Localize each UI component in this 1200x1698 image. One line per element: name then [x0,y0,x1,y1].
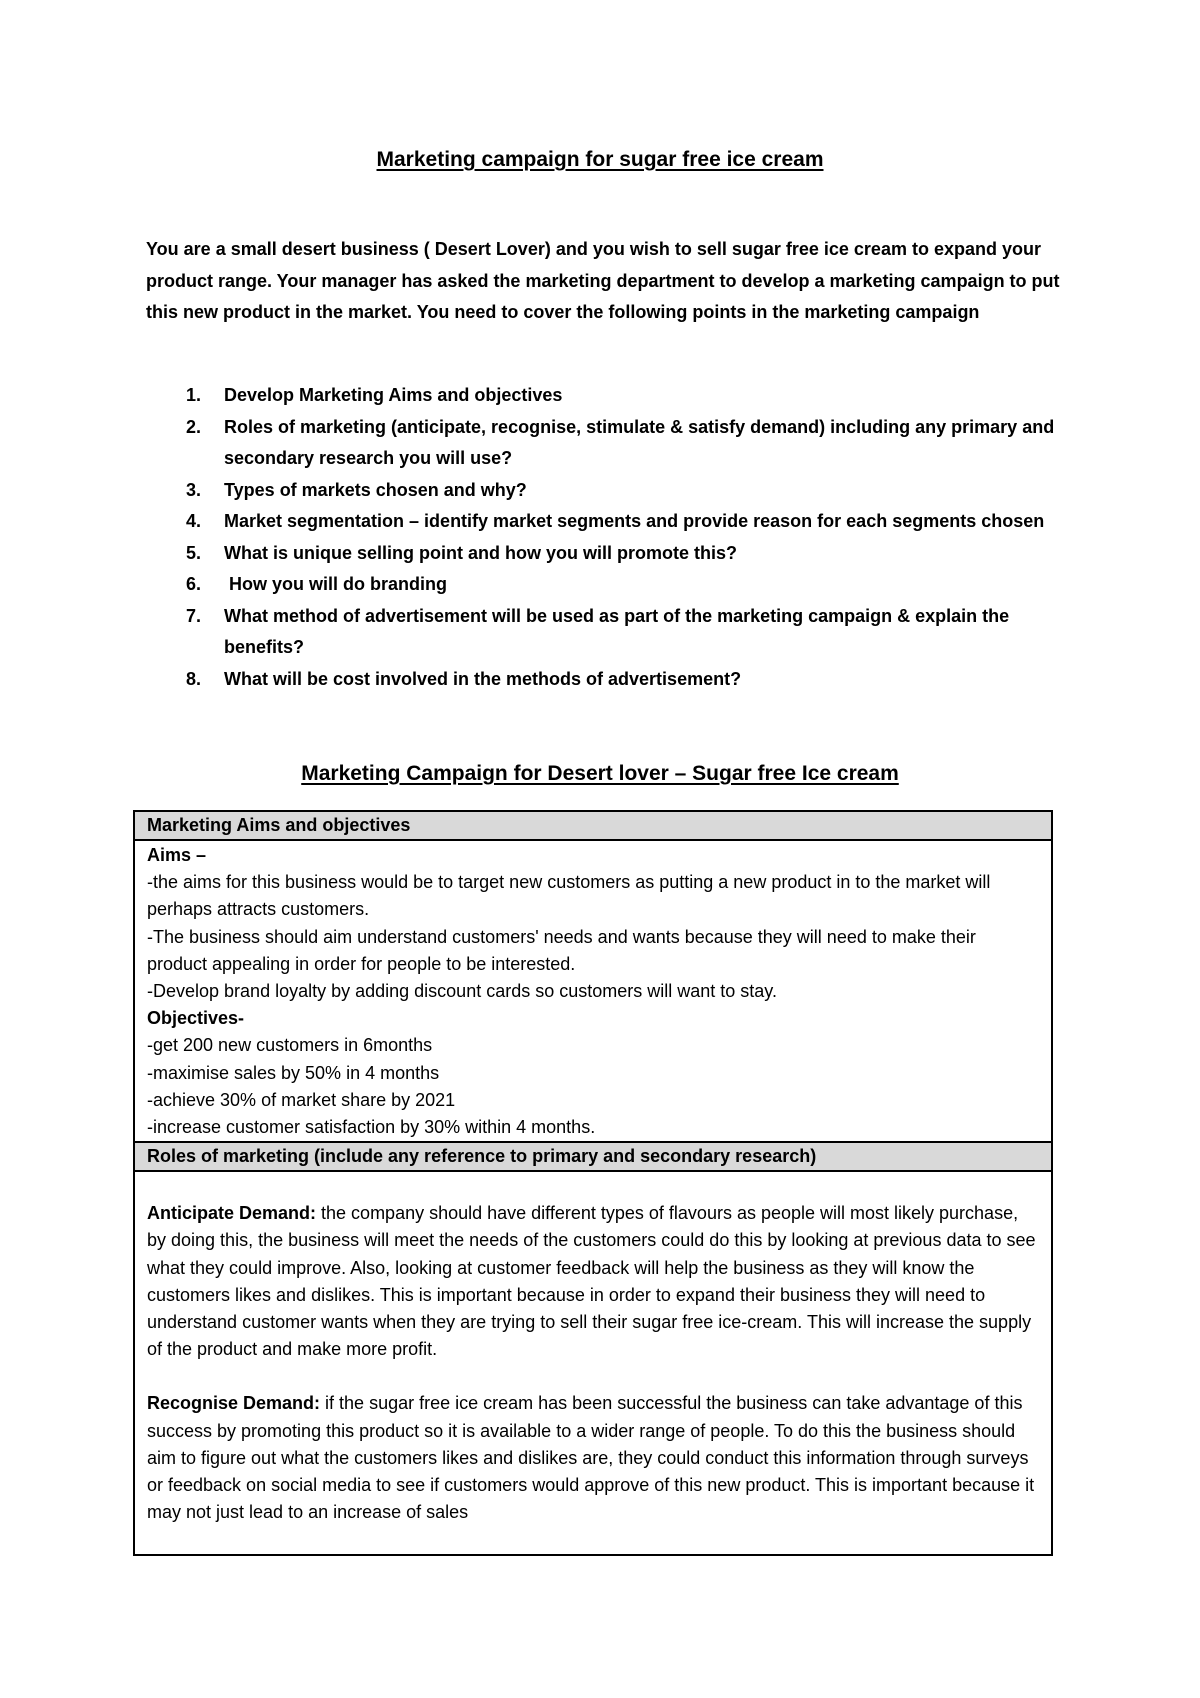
aim-item: -Develop brand loyalty by adding discount cards so customers will want to stay. [147,981,777,1002]
objective-item: -maximise sales by 50% in 4 months [147,1062,440,1083]
document-title: Marketing campaign for sugar free ice cream [376,148,824,171]
section-header-roles: Roles of marketing (include any reference to primary and secondary research) [135,1141,1051,1172]
campaign-title: Marketing Campaign for Desert lover – Sugar free Ice cream [301,762,899,785]
aims-objectives-cell [135,841,1051,1141]
list-item: 3. Types of markets chosen and why? [186,479,527,500]
objective-item: -achieve 30% of market share by 2021 [147,1089,456,1110]
list-item: 6. How you will do branding [186,574,447,594]
question-list [146,380,1066,695]
recognise-paragraph: Recognise Demand: if the sugar free ice cream has been successful the business can take advantage of this success by promoting this product so it is available to a wider range of people. To do this the business should aim to figure out what the customers likes and dislikes are, they could conduct this information through surveys or feedback on social media to see if customers would approve of this new product. This is important because it may not just lead to an increase of sales [147,1393,1035,1523]
list-item: 4. Market segmentation – identify market segments and provide reason for each segments chosen [186,511,1045,531]
list-item: 8. What will be cost involved in the methods of advertisement? [186,668,742,689]
aim-item: -the aims for this business would be to target new customers as putting a new product in to the market will perhaps attracts customers. [147,872,991,920]
anticipate-paragraph: Anticipate Demand: the company should have different types of flavours as people will most likely purchase, by doing this, the business will meet the needs of the customers could do this by looking at previous data to see what they could improve. Also, looking at customer feedback will help the business as they will know the customers likes and dislikes. This is important because in order to expand their business they will need to understand customer wants when they are trying to sell their sugar free ice-cream. This will increase the supply of the product and make more profit. [147,1203,1036,1360]
aims-label: Aims – [147,845,207,865]
objective-item: -get 200 new customers in 6months [147,1035,433,1056]
list-item: 1. Develop Marketing Aims and objectives [186,385,563,405]
intro-paragraph: You are a small desert business ( Desert Lover) and you wish to sell sugar free ice cream to expand your product range. Your manager has asked the marketing department to develop a marketing campaign to put this new product in the market. You need to cover the following points in the marketing campaign [146,239,1060,322]
aim-item: -The business should aim understand customers' needs and wants because they will need to make their product appealing in order for people to be interested. [147,926,976,974]
list-item: 7. What method of advertisement will be used as part of the marketing campaign & explain the benefits? [186,605,1010,657]
roles-cell [135,1172,1051,1526]
campaign-table [133,810,1053,1556]
section-header-aims: Marketing Aims and objectives [135,812,1051,841]
list-item: 5. What is unique selling point and how you will promote this? [186,542,737,563]
list-item: 2. Roles of marketing (anticipate, recognise, stimulate & satisfy demand) including any primary and secondary research you will use? [186,416,1055,468]
objectives-label: Objectives- [147,1008,245,1029]
objective-item: -increase customer satisfaction by 30% within 4 months. [147,1117,596,1138]
